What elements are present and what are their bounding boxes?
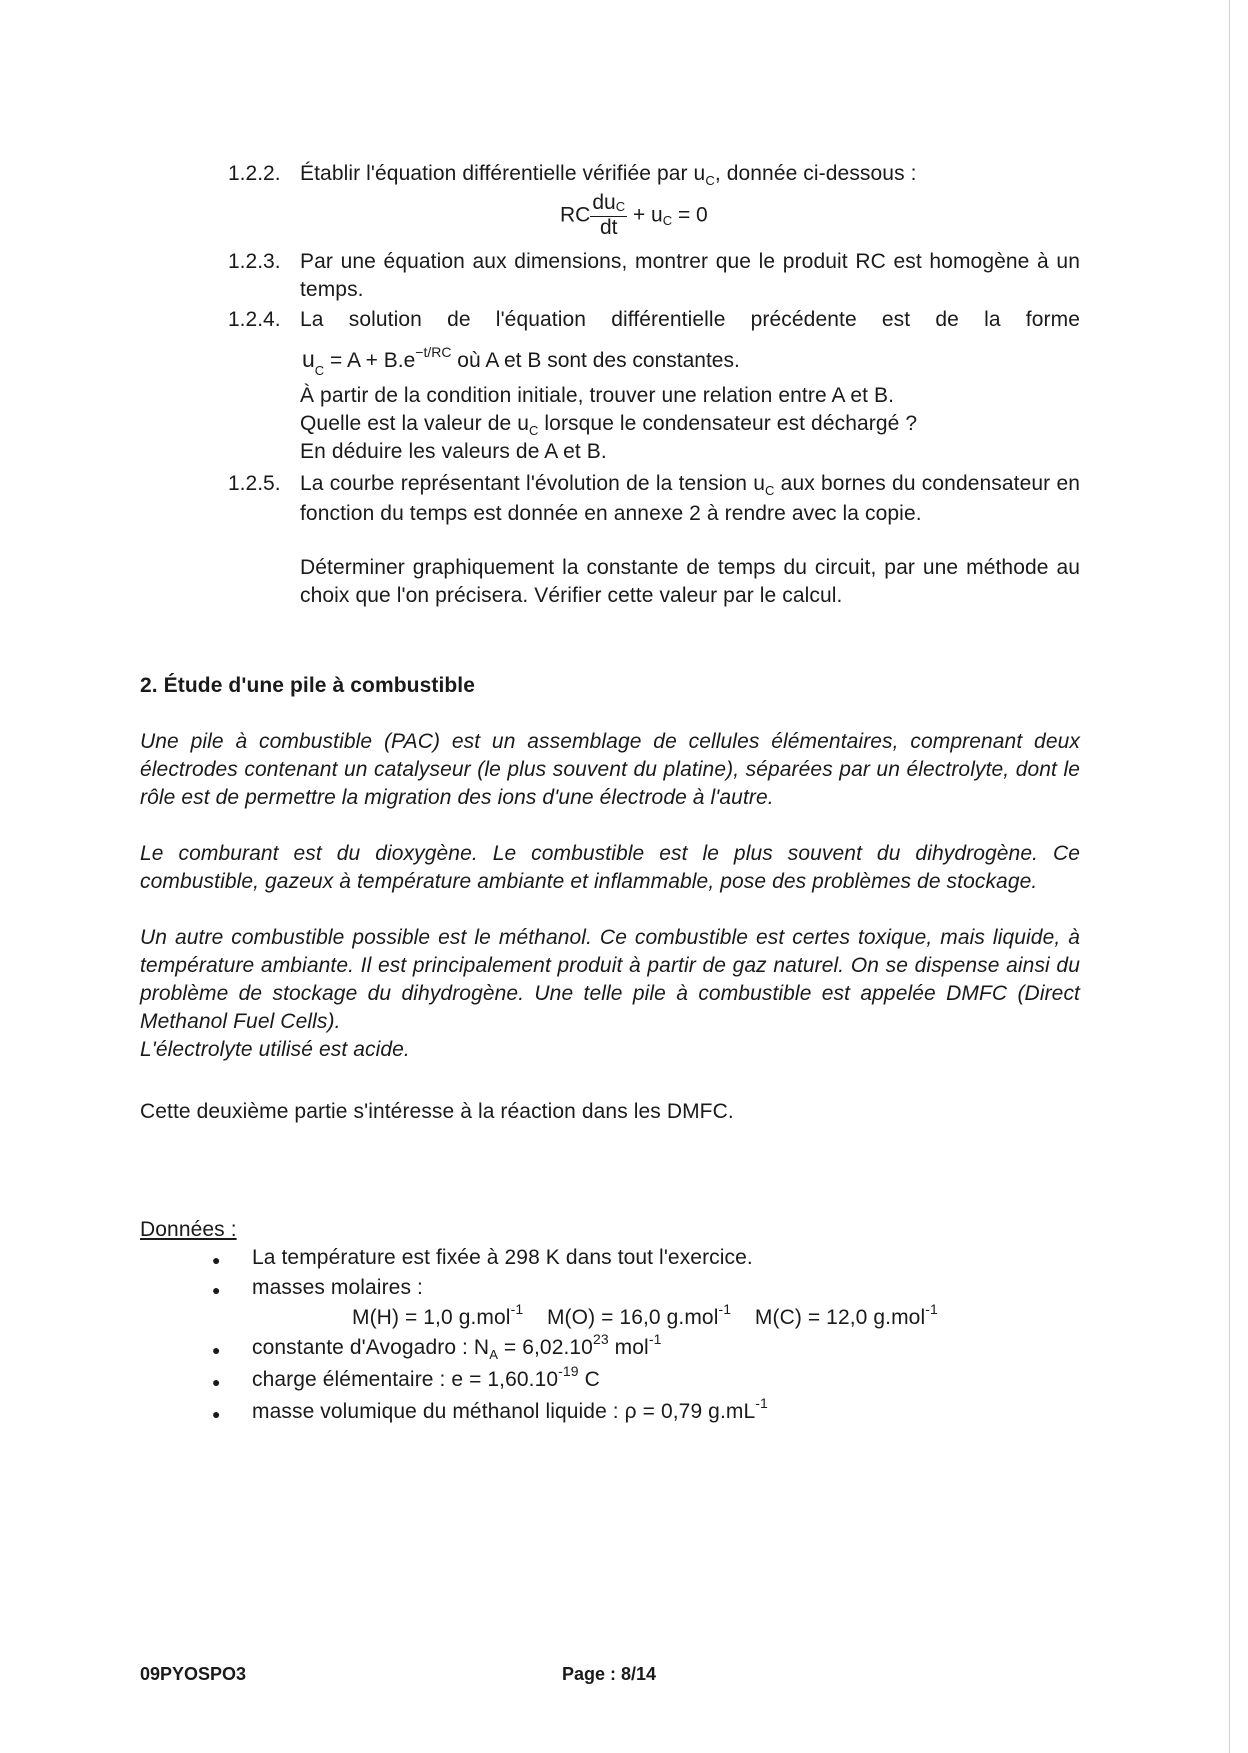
bullet-temp: ● xyxy=(212,1252,221,1268)
question-1-2-4-line5: En déduire les valeurs de A et B. xyxy=(300,440,607,463)
donnees-heading: Données : xyxy=(140,1218,237,1241)
donnee-masses-molaires-label: masses molaires : xyxy=(252,1276,423,1299)
question-number-1-2-4: 1.2.4. xyxy=(228,308,281,331)
question-1-2-4-line1: La solution de l'équation différentielle précédente est de la forme xyxy=(300,308,1080,331)
question-1-2-2-text: Établir l'équation différentielle vérifiée par $u_C$, donnée ci-dessous : xyxy=(300,162,917,188)
footer-page-number: Page : 8/14 xyxy=(562,1664,657,1684)
question-number-1-2-2: 1.2.2. xyxy=(228,162,281,185)
donnee-avogadro: constante d'Avogadro : $N_A = 6,02.10^{23}$ mol$^{-1}$ xyxy=(252,1331,662,1362)
bullet-rho: ● xyxy=(212,1406,221,1422)
question-1-2-3-text: Par une équation aux dimensions, montrer que le produit RC est homogène à un temps. xyxy=(300,250,1080,301)
intro-paragraph-4: L'électrolyte utilisé est acide. xyxy=(140,1038,410,1061)
equation-differential: RC $\frac{\text{duC}}{dt}$ + $u_C = 0$ xyxy=(560,191,708,239)
intro-paragraph-3: Un autre combustible possible est le méthanol. Ce combustible est certes toxique, mais liquide, à température ambiante. Il est principalement produit à partir de gaz naturel. On se dispense ainsi du problème de stockage du dihydrogène. Une telle pile à combustible est appelée DMFC (Direct Methanol Fuel Cells). xyxy=(140,926,1080,1033)
donnee-masses-molaires-values: M(H) = 1,0 g.mol$^{-1}$ M(O) = 16,0 g.mol$^{-1}$ M(C) = 12,0 g.mol$^{-1}$ xyxy=(352,1301,938,1329)
intro-paragraph-1: Une pile à combustible (PAC) est un assemblage de cellules élémentaires, comprenant deux électrodes contenant un catalyseur (le plus souvent du platine), séparées par un électrolyte, dont le rôle est de permettre la migration des ions d'une électrode à l'autre. xyxy=(140,730,1080,809)
donnee-temperature: La température est fixée à 298 K dans tout l'exercice. xyxy=(252,1246,753,1269)
scan-edge-line xyxy=(1229,0,1230,1753)
question-1-2-4-line3: À partir de la condition initiale, trouver une relation entre A et B. xyxy=(300,384,895,407)
bullet-molar: ● xyxy=(212,1282,221,1298)
section-2-title: 2. Étude d'une pile à combustible xyxy=(140,674,476,697)
fraction-duc-dt: $\frac{\text{duC}}{dt}$ xyxy=(592,191,626,239)
intro-paragraph-2: Le comburant est du dioxygène. Le combustible est le plus souvent du dihydrogène. Ce combustible, gazeux à température ambiante et inflammable, pose des problèmes de stockage. xyxy=(140,842,1080,893)
question-1-2-4-line4: Quelle est la valeur de $u_C$ lorsque le condensateur est déchargé ? xyxy=(300,412,918,438)
question-1-2-5-para2: Déterminer graphiquement la constante de temps du circuit, par une méthode au choix que l'on précisera. Vérifier cette valeur par le calcul. xyxy=(300,556,1080,607)
footer-code: 09PYOSPO3 xyxy=(140,1664,247,1684)
question-1-2-5-para1: La courbe représentant l'évolution de la tension $u_C$ aux bornes du condensateur en fonction du temps est donnée en annexe 2 à rendre avec la copie. xyxy=(300,472,1081,525)
equation-solution: $u_C = A + B.e^{-t/RC}$ où A et B sont des constantes. xyxy=(302,344,740,378)
question-number-1-2-5: 1.2.5. xyxy=(228,472,281,495)
question-number-1-2-3: 1.2.3. xyxy=(228,250,281,273)
donnee-charge: charge élémentaire : $e = 1,60.10^{-19}$ C xyxy=(252,1363,600,1391)
bullet-charge: ● xyxy=(212,1374,221,1390)
section-2-scope: Cette deuxième partie s'intéresse à la réaction dans les DMFC. xyxy=(140,1100,734,1123)
donnee-masse-volumique: masse volumique du méthanol liquide : ρ = 0,79 $g.mL^{-1}$ xyxy=(252,1395,768,1423)
bullet-avogadro: ● xyxy=(212,1342,221,1358)
